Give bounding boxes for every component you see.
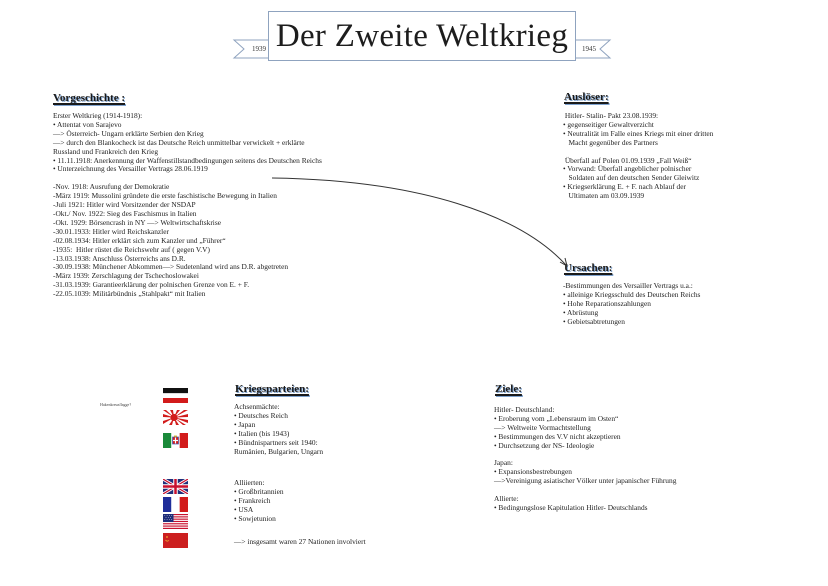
germany-flag-icon (163, 388, 188, 403)
text-line: -1935: Hitler rüstet die Reichswehr auf ( gegen V.V) (53, 244, 210, 254)
text-line: Ultimaten am 03.09.1939 (563, 191, 645, 201)
text-line: -Bestimmungen des Versailler Vertrags u.a.: (563, 281, 693, 290)
text-line: • Italien (bis 1943) (234, 428, 290, 438)
text-line: • Bedingungslose Kapitulation Hitler- Deutschlands (494, 502, 648, 512)
text-line: -Nov. 1918: Ausrufung der Demokratie (53, 182, 170, 192)
text-line: • Eroberung vom „Lebensraum im Osten“ (494, 413, 619, 423)
text-line: -30.01.1933: Hitler wird Reichskanzler (53, 226, 169, 236)
text-line: • alleinige Kriegsschuld des Deutschen Reichs (563, 289, 701, 299)
ziele-text (494, 406, 676, 513)
total-nations-line: —> insgesamt waren 27 Nationen involviert (234, 537, 366, 546)
text-line: Überfall auf Polen 01.09.1939 „Fall Weiß“ (563, 155, 692, 165)
uk-flag-icon (163, 479, 188, 494)
text-line: —> Österreich- Ungarn erklärte Serbien den Krieg (53, 128, 204, 138)
ausloeser-heading: Auslöser: (564, 91, 609, 103)
text-line: • Unterzeichnung des Versailler Vertrags 28.06.1919 (53, 164, 208, 174)
text-line: • Gebietsabtretungen (563, 316, 625, 326)
text-line: • Japan (234, 419, 256, 429)
france-flag-icon (163, 497, 188, 512)
text-line: Erster Weltkrieg (1914-1918): (53, 111, 143, 120)
text-line: • Deutsches Reich (234, 410, 288, 420)
text-line: • Kriegserklärung E. + F. nach Ablauf der (563, 182, 686, 192)
text-line: • Sowjetunion (234, 513, 276, 523)
text-line: -22.05.1039: Militärbündnis „Stahlpakt“ mit Italien (53, 289, 206, 299)
ursachen-heading: Ursachen: (564, 262, 613, 274)
text-line: Russland und Frankreich den Krieg (53, 146, 159, 156)
text-line: • Bündnispartners seit 1940: (234, 437, 318, 447)
title-box (268, 11, 576, 61)
text-line: -02.08.1934: Hitler erklärt sich zum Kanzler und „Führer“ (53, 235, 226, 245)
text-line: Soldaten auf den deutschen Sender Gleiwitz (563, 173, 700, 183)
ausloeser-text (563, 112, 713, 201)
text-line: • gegenseitiger Gewaltverzicht (563, 119, 654, 129)
text-line (494, 486, 676, 495)
text-line: Japan: (494, 458, 513, 468)
alliierte-text (234, 479, 284, 524)
soviet-flag-icon (163, 533, 188, 548)
usa-flag-icon (163, 514, 188, 529)
text-line: -13.03.1938: Anschluss Österreichs ans D.R. (53, 253, 186, 263)
ribbon-end-year: 1945 (582, 45, 596, 53)
vorgeschichte-heading: Vorgeschichte : (53, 92, 125, 104)
text-line: Allierte: (494, 494, 519, 504)
text-line: -Okt. 1929: Börsencrash in NY —> Weltwirtschaftskrise (53, 217, 221, 227)
text-line: —> Weltweite Vormachtstellung (494, 422, 591, 432)
page-title: Der Zweite Weltkrieg (275, 17, 569, 54)
text-line: • Neutralität im Falle eines Kriegs mit einer dritten (563, 128, 714, 138)
text-line: • Abrüstung (563, 307, 599, 317)
text-line: -31.03.1939: Garantieerklärung der polnischen Grenze von E. + F. (53, 280, 250, 290)
flag-caption: Hakenkreuzflagge? (100, 402, 132, 407)
ribbon-start-year: 1939 (252, 45, 266, 53)
text-line: Hitler- Stalin- Pakt 23.08.1939: (563, 111, 659, 120)
text-line: • Vorwand: Überfall angeblicher polnischer (563, 164, 692, 174)
text-line: • Expansionsbestrebungen (494, 467, 572, 477)
text-line: Achsenmächte: (234, 402, 280, 411)
text-line: • Hohe Reparationszahlungen (563, 298, 651, 308)
text-line: • Frankreich (234, 495, 271, 505)
text-line: • Bestimmungen des V.V nicht akzeptieren (494, 431, 621, 441)
text-line: Macht gegenüber des Partners (563, 137, 658, 147)
text-line: -März 1919: Mussolini gründete die erste faschistische Bewegung in Italien (53, 191, 277, 201)
text-line: Alliierten: (234, 478, 265, 487)
text-line: -30.09.1938: Münchener Abkommen—> Sudetenland wird ans D.R. abgetreten (53, 262, 289, 272)
text-line: • Großbritannien (234, 486, 284, 496)
kriegsparteien-heading: Kriegsparteien: (235, 383, 309, 395)
text-line: —> durch den Blankocheck ist das Deutsche Reich unmittelbar verwickelt + erklärte (53, 137, 305, 147)
text-line: -Juli 1921: Hitler wird Vorsitzender der NSDAP (53, 200, 196, 210)
text-line: -März 1939: Zerschlagung der Tschechoslowakei (53, 271, 199, 281)
ursachen-text (563, 282, 700, 327)
text-line: • USA (234, 504, 254, 514)
achsenmaechte-text (234, 403, 323, 456)
text-line: • 11.11.1918: Anerkennung der Waffenstillstandbedingungen seitens des Deutschen Reichs (53, 155, 322, 165)
vorgeschichte-text (53, 112, 322, 299)
text-line: Hitler- Deutschland: (494, 405, 555, 414)
text-line: —>Vereinigung asiatischer Völker unter japanischer Führung (494, 476, 677, 486)
text-line: • Durchsetzung der NS- Ideologie (494, 440, 595, 450)
japan-rising-sun-flag-icon (163, 410, 188, 425)
text-line: • Attentat von Sarajevo (53, 119, 122, 129)
ziele-heading: Ziele: (495, 383, 522, 395)
text-line: -Okt./ Nov. 1922: Sieg des Faschismus in Italien (53, 208, 197, 218)
text-line: Rumänien, Bulgarien, Ungarn (234, 446, 324, 456)
italy-kingdom-flag-icon (163, 433, 188, 448)
text-line (494, 451, 676, 460)
